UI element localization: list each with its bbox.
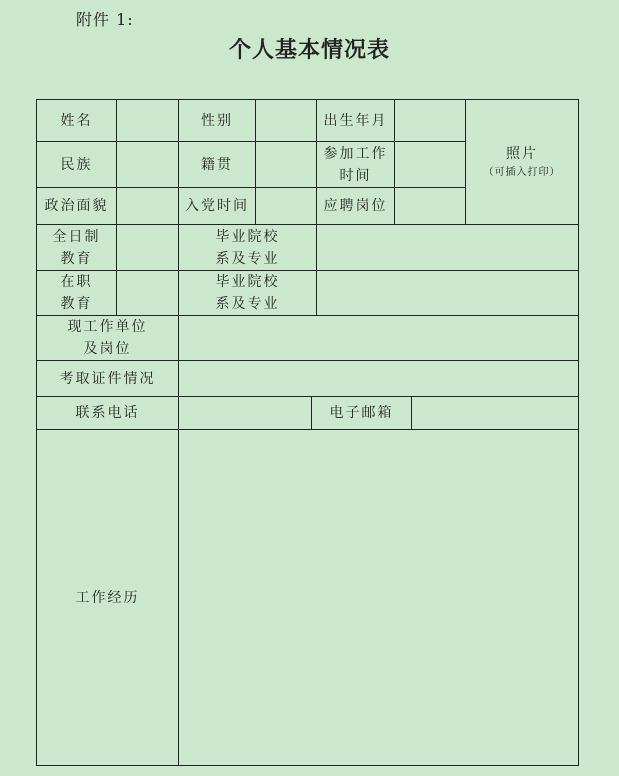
inservice-education-field[interactable] xyxy=(117,271,179,316)
work-start-field[interactable] xyxy=(395,142,466,188)
political-status-field[interactable] xyxy=(117,188,179,225)
photo-label: 照片 xyxy=(506,146,538,162)
inservice-school-label: 毕业院校 系及专业 xyxy=(179,271,317,316)
birth-field[interactable] xyxy=(395,100,466,142)
fulltime-education-field[interactable] xyxy=(117,225,179,271)
political-status-label: 政治面貌 xyxy=(37,188,117,225)
inservice-school-field[interactable] xyxy=(317,271,578,316)
ethnicity-label: 民族 xyxy=(37,142,117,188)
email-field[interactable] xyxy=(412,397,578,430)
fulltime-school-label: 毕业院校 系及专业 xyxy=(179,225,317,271)
ethnicity-field[interactable] xyxy=(117,142,179,188)
email-label: 电子邮箱 xyxy=(312,397,412,430)
native-place-label: 籍贯 xyxy=(179,142,256,188)
certificates-field[interactable] xyxy=(179,361,578,397)
photo-note: （可插入打印） xyxy=(483,167,561,178)
name-label: 姓名 xyxy=(37,100,117,142)
fulltime-school-field[interactable] xyxy=(317,225,578,271)
photo-box[interactable] xyxy=(466,100,578,225)
experience-label: 工作经历 xyxy=(37,430,179,765)
native-place-field[interactable] xyxy=(256,142,317,188)
current-job-field[interactable] xyxy=(179,316,578,361)
party-time-label: 入党时间 xyxy=(179,188,256,225)
inservice-education-label: 在职 教育 xyxy=(37,271,117,316)
position-field[interactable] xyxy=(395,188,466,225)
certificates-label: 考取证件情况 xyxy=(37,361,179,397)
name-field[interactable] xyxy=(117,100,179,142)
gender-label: 性别 xyxy=(179,100,256,142)
gender-field[interactable] xyxy=(256,100,317,142)
position-label: 应聘岗位 xyxy=(317,188,395,225)
work-start-label: 参加工作 时间 xyxy=(317,142,395,188)
personal-info-table xyxy=(36,99,579,766)
phone-field[interactable] xyxy=(179,397,312,430)
experience-field[interactable] xyxy=(179,430,578,765)
current-job-label: 现工作单位 及岗位 xyxy=(37,316,179,361)
attachment-label: 附件 1: xyxy=(76,10,134,29)
phone-label: 联系电话 xyxy=(37,397,179,430)
fulltime-education-label: 全日制 教育 xyxy=(37,225,117,271)
birth-label: 出生年月 xyxy=(317,100,395,142)
form-title: 个人基本情况表 xyxy=(228,37,390,63)
party-time-field[interactable] xyxy=(256,188,317,225)
